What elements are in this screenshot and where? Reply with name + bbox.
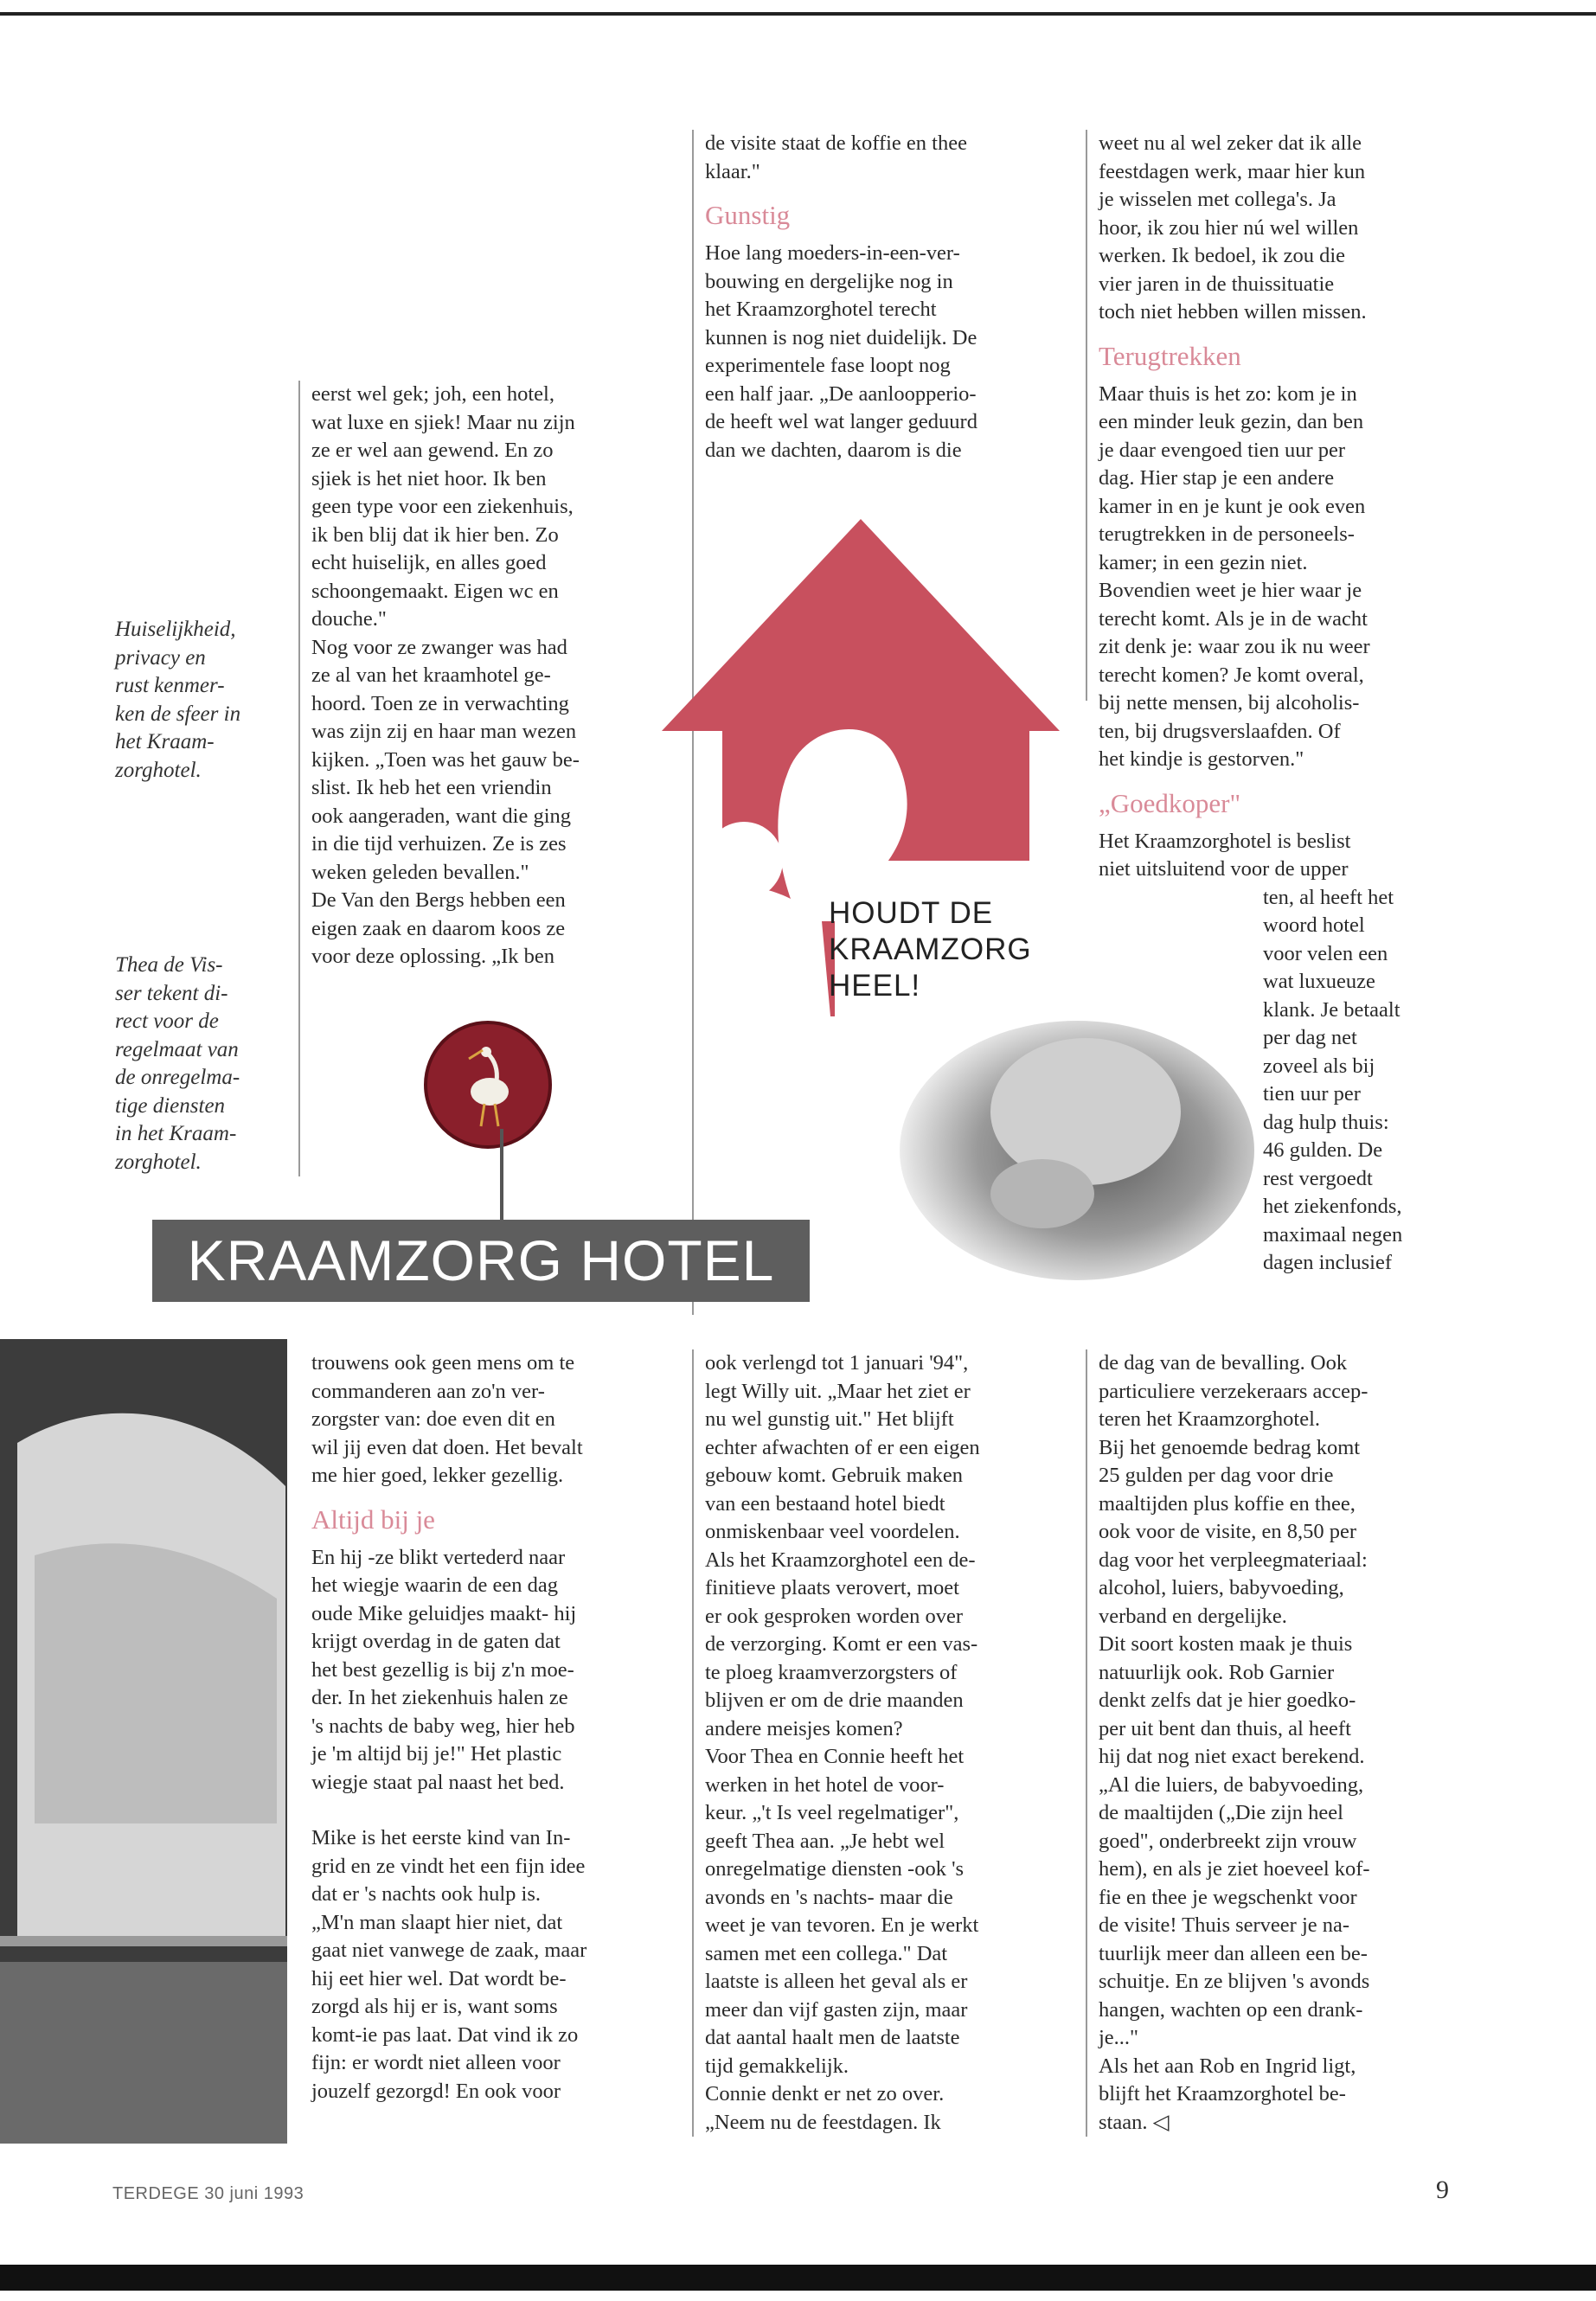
text-line: werken in het hotel de voor- <box>705 1772 945 1797</box>
text-line: „Al die luiers, de babyvoeding, <box>1099 1772 1364 1797</box>
text-line: weet je van tevoren. En je werkt <box>705 1913 979 1937</box>
text-line: hoor, ik zou hier nú wel willen <box>1099 215 1359 240</box>
text-line: werken. Ik bedoel, ik zou die <box>1099 244 1346 267</box>
text-line: ik ben blij dat ik hier ben. Zo <box>311 522 559 547</box>
text-line: per dag net <box>1263 1026 1357 1049</box>
column-4-lines-a <box>311 1349 675 1490</box>
text-line: zorghotel. <box>115 1150 202 1174</box>
text-line: er ook gesproken worden over <box>705 1604 963 1628</box>
column-4-lines-b <box>311 1544 675 1798</box>
text-line: denkt zelfs dat je hier goedko- <box>1099 1689 1356 1712</box>
text-line: Mike is het eerste kind van In- <box>311 1826 571 1849</box>
text-line: het Kraam- <box>115 730 215 753</box>
text-line: zoveel als bij <box>1263 1054 1375 1078</box>
text-line: staan. ◁ <box>1099 2110 1170 2134</box>
text-line: jouzelf gezorgd! En ook voor <box>311 2079 561 2103</box>
article-column-2 <box>705 130 1068 465</box>
text-line: tige diensten <box>115 1093 226 1118</box>
text-line: je daar evengoed tien uur per <box>1099 438 1346 462</box>
text-line: de visite! Thuis serveer je na- <box>1099 1913 1350 1937</box>
sign-pole <box>500 1129 503 1224</box>
text-line: een half jaar. „De aanloopperio- <box>705 381 977 406</box>
text-line: keur. „'t Is veel regelmatiger", <box>705 1801 959 1824</box>
text-line: hangen, wachten op een drank- <box>1099 1997 1363 2022</box>
text-line: hoord. Toen ze in verwachting <box>311 691 569 715</box>
text-line: „Neem nu de feestdagen. Ik <box>705 2110 941 2134</box>
text-line: fie en thee je wegschenkt voor <box>1099 1885 1357 1909</box>
text-line: HOUDT DE <box>829 896 994 930</box>
text-line: de heeft wel wat langer geduurd <box>705 410 977 433</box>
article-column-1 <box>311 381 657 971</box>
text-line: 's nachts de baby weg, hier heb <box>311 1714 575 1738</box>
text-line: alcohol, luiers, babyvoeding, <box>1099 1576 1344 1599</box>
text-line: eigen zaak en daarom koos ze <box>311 916 566 940</box>
text-line: in het Kraam- <box>115 1122 237 1145</box>
text-line: dag. Hier stap je een andere <box>1099 466 1335 490</box>
text-line: van een bestaand hotel biedt <box>705 1491 945 1516</box>
text-line: finitieve plaats verovert, moet <box>705 1576 959 1599</box>
text-line: dan we dachten, daarom is die <box>705 438 962 462</box>
text-line: wil jij even dat doen. Het bevalt <box>311 1435 583 1459</box>
text-line: de dag van de bevalling. Ook <box>1099 1351 1348 1375</box>
text-line: particuliere verzekeraars accep- <box>1099 1379 1368 1403</box>
text-line: toch niet hebben willen missen. <box>1099 300 1367 324</box>
page-number: 9 <box>1436 2176 1449 2204</box>
text-line: bouwing en dergelijke nog in <box>705 269 953 293</box>
heading-gunstig: Gunstig <box>705 200 791 230</box>
text-line: het best gezellig is bij z'n moe- <box>311 1657 574 1682</box>
column-divider <box>1086 1349 1087 2137</box>
text-line: dat aantal haalt men de laatste <box>705 2026 960 2049</box>
text-line: andere meisjes komen? <box>705 1716 903 1740</box>
house-slogan <box>829 895 1032 1004</box>
text-line: teren het Kraamzorghotel. <box>1099 1407 1321 1431</box>
text-line: nu wel gunstig uit." Het blijft <box>705 1407 954 1431</box>
text-line: weken geleden bevallen." <box>311 860 529 884</box>
text-line: Voor Thea en Connie heeft het <box>705 1745 965 1768</box>
text-line: dag hulp thuis: <box>1263 1110 1389 1134</box>
kraamzorg-hotel-sign: KRAAMZORG HOTEL <box>152 1220 810 1302</box>
text-line: experimentele fase loopt nog <box>705 354 951 377</box>
text-line: voor velen een <box>1263 941 1388 965</box>
text-line: 46 gulden. De <box>1263 1138 1383 1162</box>
text-line: kunnen is nog niet duidelijk. De <box>705 325 977 349</box>
text-line: KRAAMZORG <box>829 933 1032 966</box>
text-line: de verzorging. Komt er een vas- <box>705 1632 978 1656</box>
article-column-6 <box>1099 1349 1462 2137</box>
text-line: hij eet hier wel. Dat wordt be- <box>311 1966 567 1990</box>
text-line: En hij -ze blikt vertederd naar <box>311 1545 566 1569</box>
text-line: het wiegje waarin de een dag <box>311 1574 559 1597</box>
column-3-lines-b <box>1099 381 1462 774</box>
text-line: onmiskenbaar veel voordelen. <box>705 1520 960 1543</box>
baby-photo <box>887 1008 1259 1285</box>
text-line: samen met een collega." Dat <box>705 1941 948 1965</box>
text-line: in die tijd verhuizen. Ze is zes <box>311 832 567 856</box>
column-4-lines-c <box>311 1824 675 2106</box>
text-line: te ploeg kraamverzorgsters of <box>705 1660 958 1684</box>
text-line: onregelmatige diensten -ook 's <box>705 1857 965 1881</box>
text-line: Nog voor ze zwanger was had <box>311 635 567 659</box>
top-rule <box>0 12 1596 16</box>
text-line: schuitje. En ze blijven 's avonds <box>1099 1970 1370 1993</box>
text-line: sjiek is het niet hoor. Ik ben <box>311 466 547 490</box>
text-line: ook verlengd tot 1 januari '94", <box>705 1351 969 1375</box>
heading-goedkoper: „Goedkoper" <box>1099 787 1241 818</box>
text-line: voor deze oplossing. „Ik ben <box>311 945 554 968</box>
text-line: 25 gulden per dag voor drie <box>1099 1464 1334 1487</box>
text-line: Bovendien weet je hier waar je <box>1099 579 1362 602</box>
text-line: Als het Kraamzorghotel een de- <box>705 1548 976 1572</box>
crib-photo <box>0 1339 287 2144</box>
text-line: verband en dergelijke. <box>1099 1604 1287 1628</box>
text-line: hem), en als je ziet hoeveel kof- <box>1099 1857 1370 1881</box>
text-line: echter afwachten of er een eigen <box>705 1435 980 1459</box>
stork-icon <box>427 1024 548 1145</box>
text-line: oude Mike geluidjes maakt- hij <box>311 1601 577 1625</box>
text-line: je wisselen met collega's. Ja <box>1099 188 1336 211</box>
heading-terugtrekken: Terugtrekken <box>1099 340 1241 371</box>
text-line: woord hotel <box>1263 913 1365 937</box>
text-line: natuurlijk ook. Rob Garnier <box>1099 1660 1335 1684</box>
text-line: je 'm altijd bij je!" Het plastic <box>311 1742 562 1766</box>
text-line: rest vergoedt <box>1263 1166 1373 1190</box>
photo-caption-atmosphere <box>115 616 288 785</box>
text-line: vier jaren in de thuissituatie <box>1099 272 1335 296</box>
stork-sign-disc <box>424 1021 552 1149</box>
text-line: slist. Ik heb het een vriendin <box>311 776 552 799</box>
text-line: kijken. „Toen was het gauw be- <box>311 747 580 772</box>
text-line: klaar." <box>705 159 760 183</box>
text-line: per uit bent dan thuis, al heeft <box>1099 1716 1351 1740</box>
text-line: wiegje staat pal naast het bed. <box>311 1770 565 1794</box>
text-line: me hier goed, lekker gezellig. <box>311 1464 564 1487</box>
column-2-lines-b <box>705 240 1068 465</box>
heading-altijd-bij-je: Altijd bij je <box>311 1503 435 1535</box>
column-divider <box>298 381 300 1176</box>
text-line: het kindje is gestorven." <box>1099 747 1304 771</box>
text-line: HEEL! <box>829 969 921 1003</box>
text-line: feestdagen werk, maar hier kun <box>1099 159 1366 183</box>
text-line: zorgd als hij er is, want soms <box>311 1995 558 2018</box>
column-divider <box>692 1349 694 2137</box>
text-line: regelmaat van <box>115 1037 239 1061</box>
text-line: grid en ze vindt het een fijn idee <box>311 1854 586 1878</box>
crib-photo-graphic <box>0 1339 287 2144</box>
text-line: Connie denkt er net zo over. <box>705 2082 945 2106</box>
text-line: rust kenmer- <box>115 674 225 697</box>
text-line: niet uitsluitend voor de upper <box>1099 857 1349 881</box>
text-line: der. In het ziekenhuis halen ze <box>311 1686 568 1709</box>
text-line: eerst wel gek; joh, een hotel, <box>311 382 554 406</box>
text-line: trouwens ook geen mens om te <box>311 1351 575 1375</box>
text-line: het ziekenfonds, <box>1263 1195 1402 1218</box>
text-line: dat er 's nachts ook hulp is. <box>311 1882 542 1906</box>
text-line: tijd gemakkelijk. <box>705 2054 849 2078</box>
text-line: goed", onderbreekt zijn vrouw <box>1099 1829 1357 1853</box>
text-line: je..." <box>1099 2026 1139 2049</box>
text-line: ze al van het kraamhotel ge- <box>311 663 551 687</box>
text-line: laatste is alleen het geval als er <box>705 1970 968 1993</box>
text-line: ken de sfeer in <box>115 702 241 726</box>
text-line: dagen inclusief <box>1263 1251 1392 1274</box>
text-line: fijn: er wordt niet alleen voor <box>311 2051 561 2074</box>
text-line: douche." <box>311 607 387 631</box>
text-line: avonds en 's nachts- maar die <box>705 1885 953 1909</box>
text-line: schoongemaakt. Eigen wc en <box>311 579 559 603</box>
text-line: ook voor de visite, en 8,50 per <box>1099 1520 1357 1543</box>
text-line: komt-ie pas laat. Dat vind ik zo <box>311 2022 579 2047</box>
column-3-lines-a <box>1099 130 1462 327</box>
text-line: Bij het genoemde bedrag komt <box>1099 1435 1361 1459</box>
text-line: weet nu al wel zeker dat ik alle <box>1099 131 1362 155</box>
article-column-5 <box>705 1349 1068 2137</box>
text-line: „M'n man slaapt hier niet, dat <box>311 1910 563 1934</box>
text-line: bij nette mensen, bij alcoholis- <box>1099 691 1360 715</box>
text-line: Het Kraamzorghotel is beslist <box>1099 829 1351 853</box>
column-divider <box>1086 130 1087 701</box>
text-line: dag voor het verpleegmateriaal: <box>1099 1548 1368 1572</box>
text-line: Als het aan Rob en Ingrid ligt, <box>1099 2054 1356 2078</box>
text-line: terecht komt. Als je in de wacht <box>1099 606 1368 631</box>
text-line: maximaal negen <box>1263 1222 1403 1247</box>
text-line: ten, bij drugsverslaafden. Of <box>1099 719 1341 743</box>
text-line: terecht komen? Je komt overal, <box>1099 663 1364 687</box>
photo-caption-thea <box>115 952 288 1176</box>
text-line: privacy en <box>115 645 206 670</box>
text-line: de maaltijden („Die zijn heel <box>1099 1801 1343 1824</box>
text-line: blijft het Kraamzorghotel be- <box>1099 2082 1346 2106</box>
text-line: wat luxueuze <box>1263 970 1375 993</box>
text-line: De Van den Bergs hebben een <box>311 888 566 912</box>
text-line: kamer in en je kunt je ook even <box>1099 494 1366 518</box>
text-line: meer dan vijf gasten zijn, maar <box>705 1997 968 2022</box>
text-line: legt Willy uit. „Maar het ziet er <box>705 1379 971 1403</box>
text-line: zorgster van: doe even dit en <box>311 1407 555 1431</box>
text-line: was zijn zij en haar man wezen <box>311 720 577 743</box>
article-column-4 <box>311 1349 675 2106</box>
text-line: het Kraamzorghotel terecht <box>705 298 937 321</box>
text-line: Dit soort kosten maak je thuis <box>1099 1632 1353 1656</box>
text-line: maaltijden plus koffie en thee, <box>1099 1491 1356 1516</box>
text-line: zit denk je: waar zou ik nu weer <box>1099 635 1370 658</box>
text-line: een minder leuk gezin, dan ben <box>1099 410 1364 433</box>
text-line: ten, al heeft het <box>1263 885 1394 909</box>
text-line: de visite staat de koffie en thee <box>705 131 967 155</box>
text-line: commanderen aan zo'n ver- <box>311 1379 545 1403</box>
text-line: echt huiselijk, en alles goed <box>311 551 547 574</box>
text-line: kamer; in een gezin niet. <box>1099 550 1308 574</box>
text-line: wat luxe en sjiek! Maar nu zijn <box>311 410 575 434</box>
text-line: blijven er om de drie maanden <box>705 1689 964 1712</box>
text-line: gebouw komt. Gebruik maken <box>705 1464 964 1487</box>
text-line: geeft Thea aan. „Je hebt wel <box>705 1829 945 1853</box>
text-line: ser tekent di- <box>115 981 228 1005</box>
text-line: terugtrekken in de personeels- <box>1099 522 1355 546</box>
text-line: zorghotel. <box>115 758 202 782</box>
text-line: tien uur per <box>1263 1082 1361 1106</box>
column-2-lines-a <box>705 130 1068 186</box>
issue-date: TERDEGE 30 juni 1993 <box>112 2184 304 2203</box>
text-line: tuurlijk meer dan alleen een be- <box>1099 1941 1368 1965</box>
text-line: Maar thuis is het zo: kom je in <box>1099 381 1357 406</box>
text-line: de onregelma- <box>115 1066 240 1089</box>
text-line: gaat niet vanwege de zaak, maar <box>311 1939 587 1962</box>
text-line: Huiselijkheid, <box>115 618 236 641</box>
text-line: Thea de Vis- <box>115 953 223 977</box>
text-line: Hoe lang moeders-in-een-ver- <box>705 241 960 265</box>
text-line: geen type voor een ziekenhuis, <box>311 495 574 518</box>
column-3-lines-c <box>1099 828 1462 884</box>
text-line: klank. Je betaalt <box>1263 997 1401 1022</box>
text-line: ze er wel aan gewend. En zo <box>311 439 554 462</box>
text-line: rect voor de <box>115 1009 219 1033</box>
text-line: ook aangeraden, want die ging <box>311 804 572 828</box>
bottom-rule <box>0 2265 1596 2291</box>
text-line: hij dat nog niet exact berekend. <box>1099 1745 1365 1768</box>
text-line: krijgt overdag in de gaten dat <box>311 1630 561 1653</box>
